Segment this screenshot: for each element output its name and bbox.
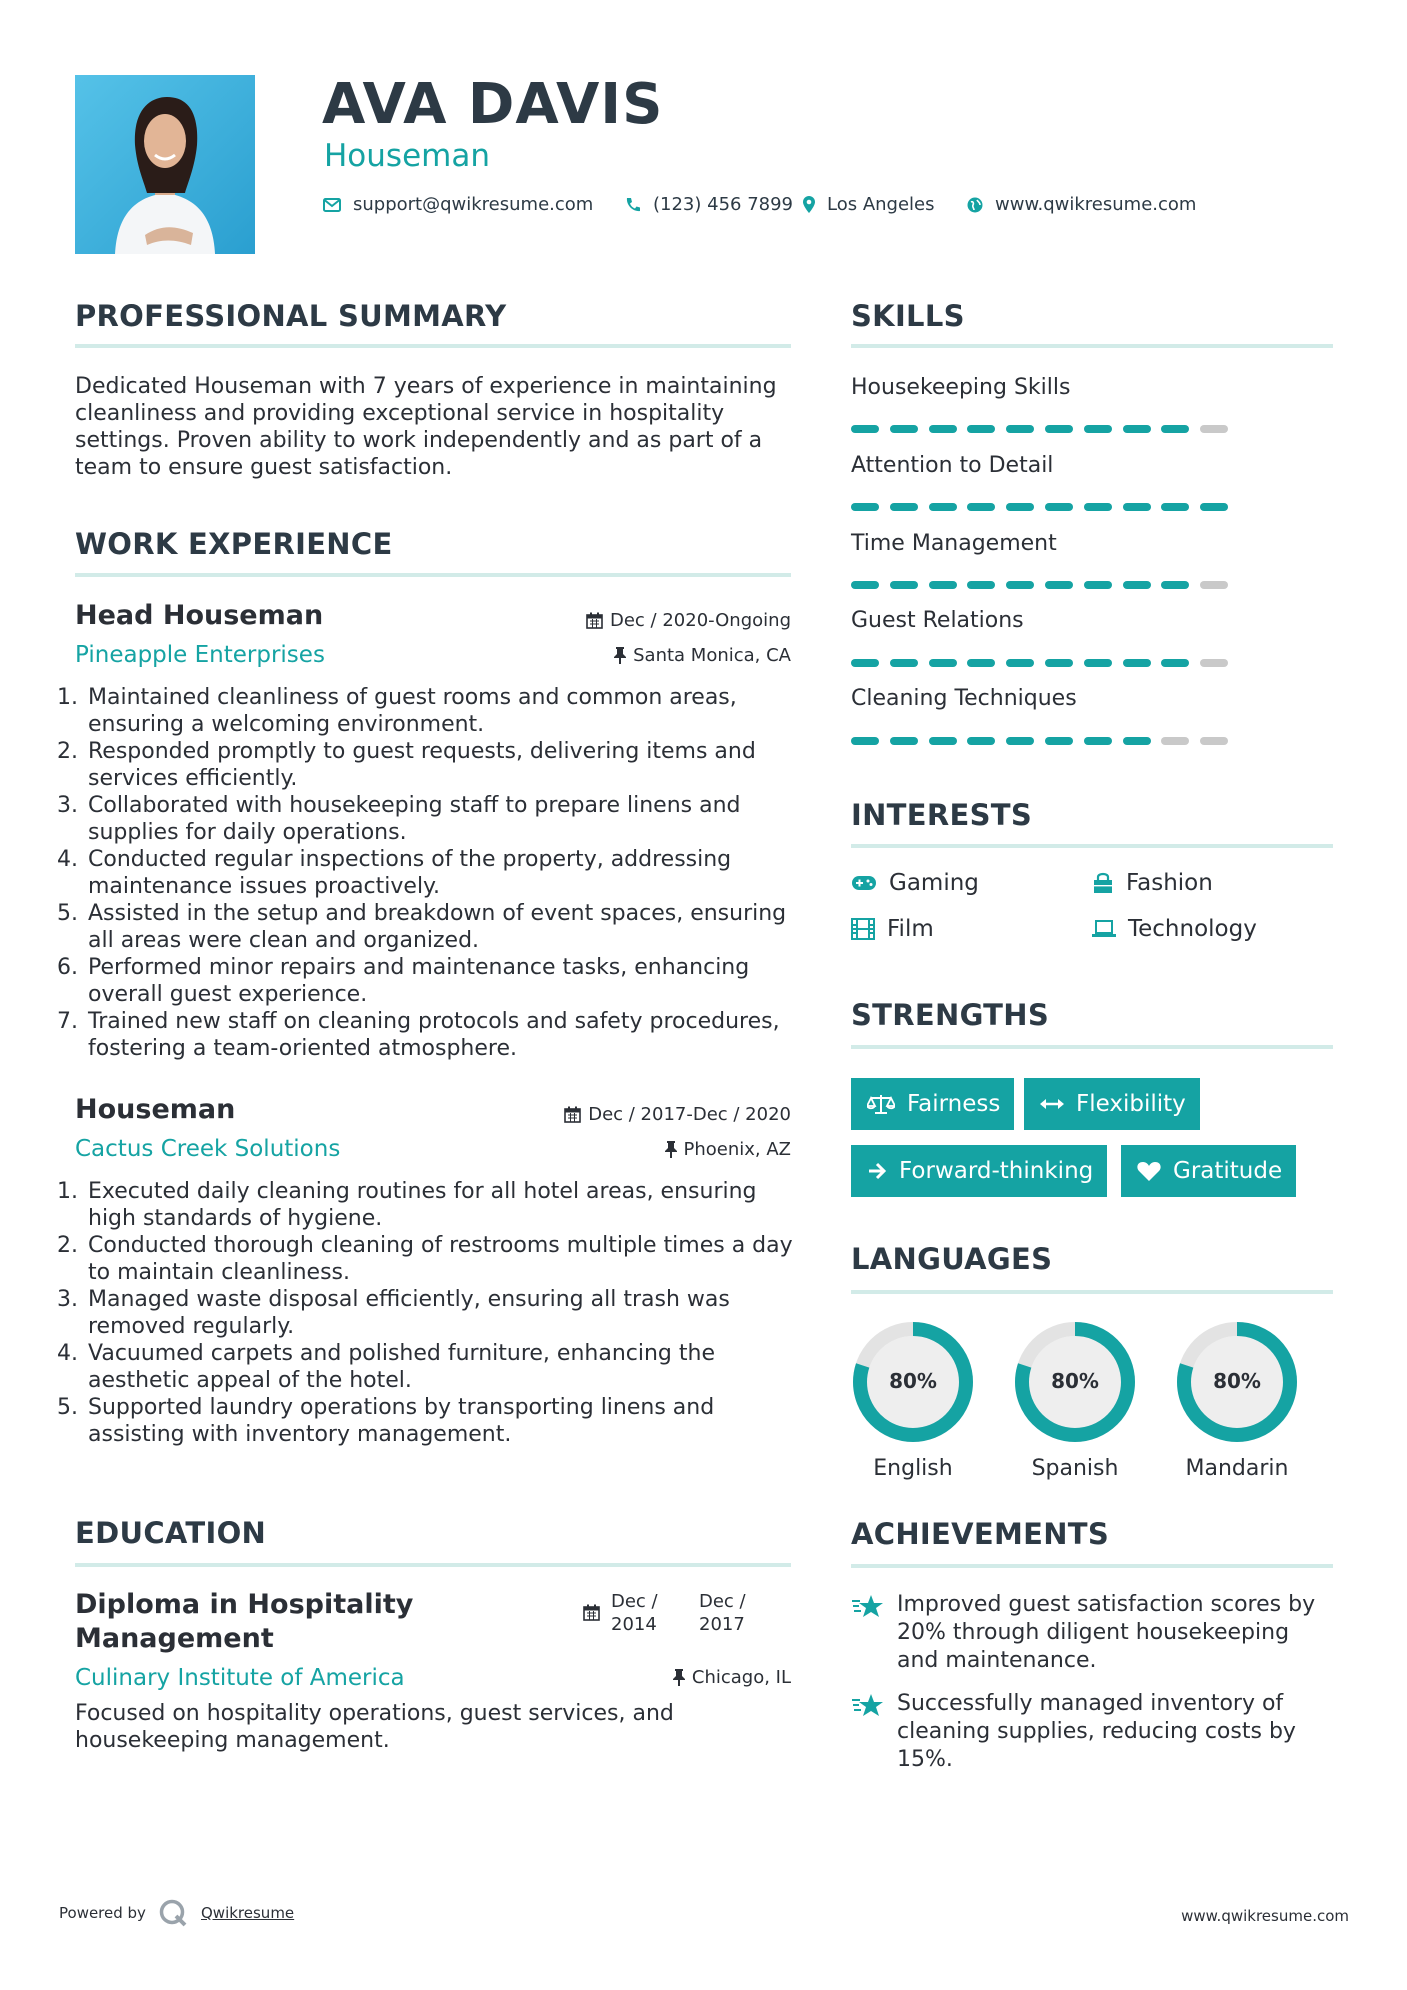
website-text[interactable]: www.qwikresume.com [995, 194, 1197, 215]
profile-photo [75, 75, 255, 254]
strength-tag [851, 1145, 1107, 1197]
skill-segment-filled [1123, 425, 1151, 433]
strength-tag [1121, 1145, 1296, 1197]
skill-segment-filled [1123, 581, 1151, 589]
job-title: Head Houseman [75, 600, 324, 631]
education-end-year: 2017 [699, 1614, 745, 1635]
interest-label: Fashion [1126, 870, 1213, 896]
skill-name: Time Management [851, 531, 1057, 556]
skill-segment-filled [1006, 503, 1034, 511]
skill-segment-filled [1045, 425, 1073, 433]
skills-heading: SKILLS [851, 299, 965, 333]
interest-label: Gaming [889, 870, 979, 896]
interest-label: Technology [1128, 916, 1257, 942]
skill-segment-filled [1006, 737, 1034, 745]
skill-segment-filled [1161, 581, 1189, 589]
strength-tag [851, 1078, 1014, 1130]
list-item: 6. Performed minor repairs and maintenance tasks, enhancing overall guest experience. [85, 954, 801, 1008]
summary-divider [75, 344, 791, 348]
skill-segment-filled [1084, 659, 1112, 667]
pin-icon [614, 647, 626, 664]
language-name: Mandarin [1185, 1456, 1289, 1481]
skill-segment-filled [1084, 737, 1112, 745]
skill-segment-filled [851, 659, 879, 667]
skill-segment-filled [929, 503, 957, 511]
school-name: Culinary Institute of America [75, 1665, 405, 1691]
arrow-right-icon [867, 1161, 887, 1181]
list-item: 3. Collaborated with housekeeping staff to prepare linens and supplies for daily operations. [85, 792, 801, 846]
laptop-icon [1092, 920, 1116, 938]
skill-segment-filled [1045, 737, 1073, 745]
skill-segment-filled [1123, 737, 1151, 745]
skill-segment-filled [929, 737, 957, 745]
skill-segment-filled [1084, 581, 1112, 589]
language-percent: 80% [1213, 1369, 1261, 1393]
pin-icon [665, 1141, 677, 1158]
footer-website[interactable]: www.qwikresume.com [1181, 1907, 1349, 1925]
skill-segment-filled [890, 737, 918, 745]
skill-segment-filled [967, 659, 995, 667]
skill-segment-filled [1123, 659, 1151, 667]
skill-segment-empty [1200, 425, 1228, 433]
company-name: Cactus Creek Solutions [75, 1136, 341, 1162]
candidate-title: Houseman [324, 138, 490, 174]
language-name: English [873, 1456, 953, 1481]
skill-segment-empty [1161, 737, 1189, 745]
skill-segment-filled [890, 425, 918, 433]
job-responsibilities [68, 684, 801, 1062]
list-item: 7. Trained new staff on cleaning protocols and safety procedures, fostering a team-oriented atmosphere. [85, 1008, 801, 1062]
skill-segment-filled [967, 425, 995, 433]
summary-heading: PROFESSIONAL SUMMARY [75, 299, 507, 333]
contact-location [803, 194, 935, 215]
skill-segment-filled [1045, 503, 1073, 511]
job-dates-text: Dec / 2017-Dec / 2020 [588, 1104, 791, 1125]
job-location-text: Phoenix, AZ [683, 1139, 791, 1160]
skill-segment-filled [890, 503, 918, 511]
calendar-icon [583, 1604, 600, 1621]
skill-segment-empty [1200, 659, 1228, 667]
education-start-date [611, 1590, 658, 1636]
education-start-year: 2014 [611, 1614, 657, 1635]
achievement-text: Improved guest satisfaction scores by 20% through diligent housekeeping and maintenance. [897, 1592, 1316, 1673]
skill-segment-filled [967, 737, 995, 745]
skill-segment-filled [1161, 659, 1189, 667]
skill-segment-filled [1006, 659, 1034, 667]
experience-divider [75, 573, 791, 577]
skill-segment-filled [1084, 425, 1112, 433]
skill-segment-filled [929, 581, 957, 589]
strengths-heading: STRENGTHS [851, 998, 1050, 1032]
contact-email[interactable] [323, 194, 593, 215]
job-dates [586, 610, 791, 631]
skill-segment-filled [1200, 503, 1228, 511]
skill-name: Guest Relations [851, 608, 1024, 633]
achievements-divider [851, 1564, 1333, 1568]
list-item: 1. Executed daily cleaning routines for all hotel areas, ensuring high standards of hygiene. [85, 1178, 801, 1232]
strength-tag [1024, 1078, 1200, 1130]
interest-item [1092, 916, 1257, 942]
heart-icon [1137, 1161, 1161, 1182]
education-divider [75, 1563, 791, 1567]
skill-name: Housekeeping Skills [851, 375, 1071, 400]
qwikresume-logo-icon [158, 1898, 188, 1928]
skill-segment-filled [1161, 425, 1189, 433]
skill-segment-filled [1084, 503, 1112, 511]
job-location [665, 1139, 792, 1160]
skill-name: Attention to Detail [851, 453, 1054, 478]
balance-scale-icon [867, 1093, 895, 1115]
list-item: 3. Managed waste disposal efficiently, ensuring all trash was removed regularly. [85, 1286, 801, 1340]
strength-label: Forward-thinking [899, 1158, 1094, 1184]
skill-segment-filled [1161, 503, 1189, 511]
education-start-month: Dec / [611, 1591, 658, 1612]
skill-segment-filled [929, 659, 957, 667]
education-location [673, 1667, 791, 1688]
skill-segment-filled [929, 425, 957, 433]
list-item: 5. Supported laundry operations by transporting linens and assisting with inventory management. [85, 1394, 801, 1448]
interest-item [851, 870, 979, 896]
job-dates [564, 1104, 791, 1125]
skill-segment-empty [1200, 737, 1228, 745]
skill-segment-filled [1123, 503, 1151, 511]
interest-item [851, 916, 934, 942]
achievements-heading: ACHIEVEMENTS [851, 1517, 1110, 1551]
job-location-text: Santa Monica, CA [633, 645, 791, 666]
education-heading: EDUCATION [75, 1516, 267, 1550]
interests-heading: INTERESTS [851, 798, 1033, 832]
globe-icon [967, 197, 983, 213]
interests-divider [851, 844, 1333, 848]
skill-segment-filled [890, 659, 918, 667]
skill-segment-filled [1006, 425, 1034, 433]
achievement-item [851, 1591, 1331, 1675]
list-item: 1. Maintained cleanliness of guest rooms and common areas, ensuring a welcoming environment. [85, 684, 801, 738]
list-item: 2. Conducted thorough cleaning of restrooms multiple times a day to maintain cleanliness. [85, 1232, 801, 1286]
qwikresume-link[interactable]: Qwikresume [201, 1904, 295, 1922]
pin-icon [673, 1669, 685, 1686]
skill-segment-filled [1045, 659, 1073, 667]
job-title: Houseman [75, 1094, 236, 1125]
list-item: 4. Conducted regular inspections of the property, addressing maintenance issues proactively. [85, 846, 801, 900]
map-marker-icon [803, 196, 815, 213]
job-dates-text: Dec / 2020-Ongoing [610, 610, 791, 631]
list-item: 4. Vacuumed carpets and polished furniture, enhancing the aesthetic appeal of the hotel. [85, 1340, 801, 1394]
arrows-horizontal-icon [1040, 1097, 1064, 1111]
candidate-name: AVA DAVIS [322, 72, 664, 137]
envelope-icon [323, 198, 341, 212]
email-text[interactable]: support@qwikresume.com [353, 194, 594, 215]
achievement-text: Successfully managed inventory of cleaning supplies, reducing costs by 15%. [897, 1691, 1296, 1772]
phone-icon [625, 197, 641, 213]
skill-segment-empty [1200, 581, 1228, 589]
phone-text[interactable]: (123) 456 7899 [653, 194, 794, 215]
skill-name: Cleaning Techniques [851, 686, 1077, 711]
skills-divider [851, 344, 1333, 348]
skill-segment-filled [1006, 581, 1034, 589]
skill-segment-filled [851, 503, 879, 511]
skill-segment-filled [851, 737, 879, 745]
list-item: 2. Responded promptly to guest requests, delivering items and services efficiently. [85, 738, 801, 792]
languages-divider [851, 1290, 1333, 1294]
interest-item [1092, 870, 1213, 896]
education-end-month: Dec / [699, 1591, 746, 1612]
skill-segment-filled [851, 581, 879, 589]
experience-heading: WORK EXPERIENCE [75, 527, 393, 561]
company-name: Pineapple Enterprises [75, 642, 325, 668]
gamepad-icon [851, 875, 877, 891]
interest-label: Film [887, 916, 934, 942]
calendar-icon [586, 612, 603, 629]
contact-website[interactable] [967, 194, 1196, 215]
skill-segment-filled [890, 581, 918, 589]
education-description: Focused on hospitality operations, guest services, and housekeeping management. [75, 1701, 674, 1753]
education-location-text: Chicago, IL [691, 1667, 791, 1688]
job-location [614, 645, 791, 666]
list-item: 5. Assisted in the setup and breakdown of event spaces, ensuring all areas were clean and organized. [85, 900, 801, 954]
language-name: Spanish [1031, 1456, 1119, 1481]
film-icon [851, 918, 875, 940]
summary-text: Dedicated Houseman with 7 years of experience in maintaining cleanliness and providing exceptional service in hospitality settings. Proven ability to work independently and as part of a team to ensure guest satisfaction. [75, 374, 777, 480]
language-percent: 80% [889, 1369, 937, 1393]
achievement-item [851, 1690, 1331, 1774]
shopping-bag-icon [1092, 872, 1114, 894]
strength-label: Flexibility [1076, 1091, 1186, 1117]
education-end-date [699, 1590, 746, 1636]
strength-label: Gratitude [1173, 1158, 1283, 1184]
strength-label: Fairness [907, 1091, 1001, 1117]
powered-by-text: Powered by [59, 1904, 146, 1922]
skill-segment-filled [851, 425, 879, 433]
skill-segment-filled [967, 503, 995, 511]
location-text: Los Angeles [827, 194, 935, 215]
languages-heading: LANGUAGES [851, 1242, 1053, 1276]
skill-segment-filled [1045, 581, 1073, 589]
job-responsibilities [68, 1178, 801, 1448]
star-icon [851, 1692, 885, 1720]
skill-segment-filled [967, 581, 995, 589]
language-percent: 80% [1051, 1369, 1099, 1393]
star-icon [851, 1593, 885, 1621]
degree-title: Diploma in Hospitality Management [75, 1589, 414, 1654]
strengths-divider [851, 1045, 1333, 1049]
contact-phone[interactable] [625, 194, 793, 215]
calendar-icon [564, 1106, 581, 1123]
